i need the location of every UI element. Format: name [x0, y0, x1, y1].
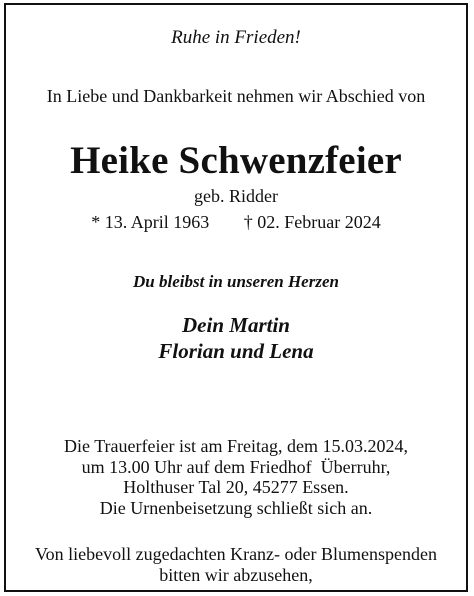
service-line: Holthuser Tal 20, 45277 Essen.: [123, 477, 349, 497]
mourner-line: Dein Martin: [182, 313, 290, 337]
service-line: Die Trauerfeier ist am Freitag, dem 15.03.2024,: [64, 436, 408, 456]
memorial-quote: Du bleibst in unseren Herzen: [133, 272, 339, 291]
obituary-notice: [4, 3, 468, 592]
flowers-line: bitten wir abzusehen,: [159, 564, 313, 585]
motto: Ruhe in Frieden!: [171, 27, 301, 48]
deceased-name: Heike Schwenzfeier: [70, 139, 402, 182]
intro-text: In Liebe und Dankbarkeit nehmen wir Abschied von: [46, 86, 426, 106]
flowers-request: [6, 544, 466, 585]
birth-date: * 13. April 1963: [91, 212, 210, 232]
service-line: um 13.00 Uhr auf dem Friedhof Überruhr,: [81, 456, 391, 477]
flowers-line: Von liebevoll zugedachten Kranz- oder Blumenspenden: [34, 544, 438, 564]
maiden-name: geb. Ridder: [194, 186, 278, 206]
life-dates: [6, 212, 466, 233]
service-line: Die Urnenbeisetzung schließt sich an.: [99, 497, 373, 518]
mourner-line: Florian und Lena: [158, 339, 314, 363]
death-date: † 02. Februar 2024: [243, 212, 381, 232]
mourners: [6, 312, 466, 364]
service-info: [6, 436, 466, 518]
